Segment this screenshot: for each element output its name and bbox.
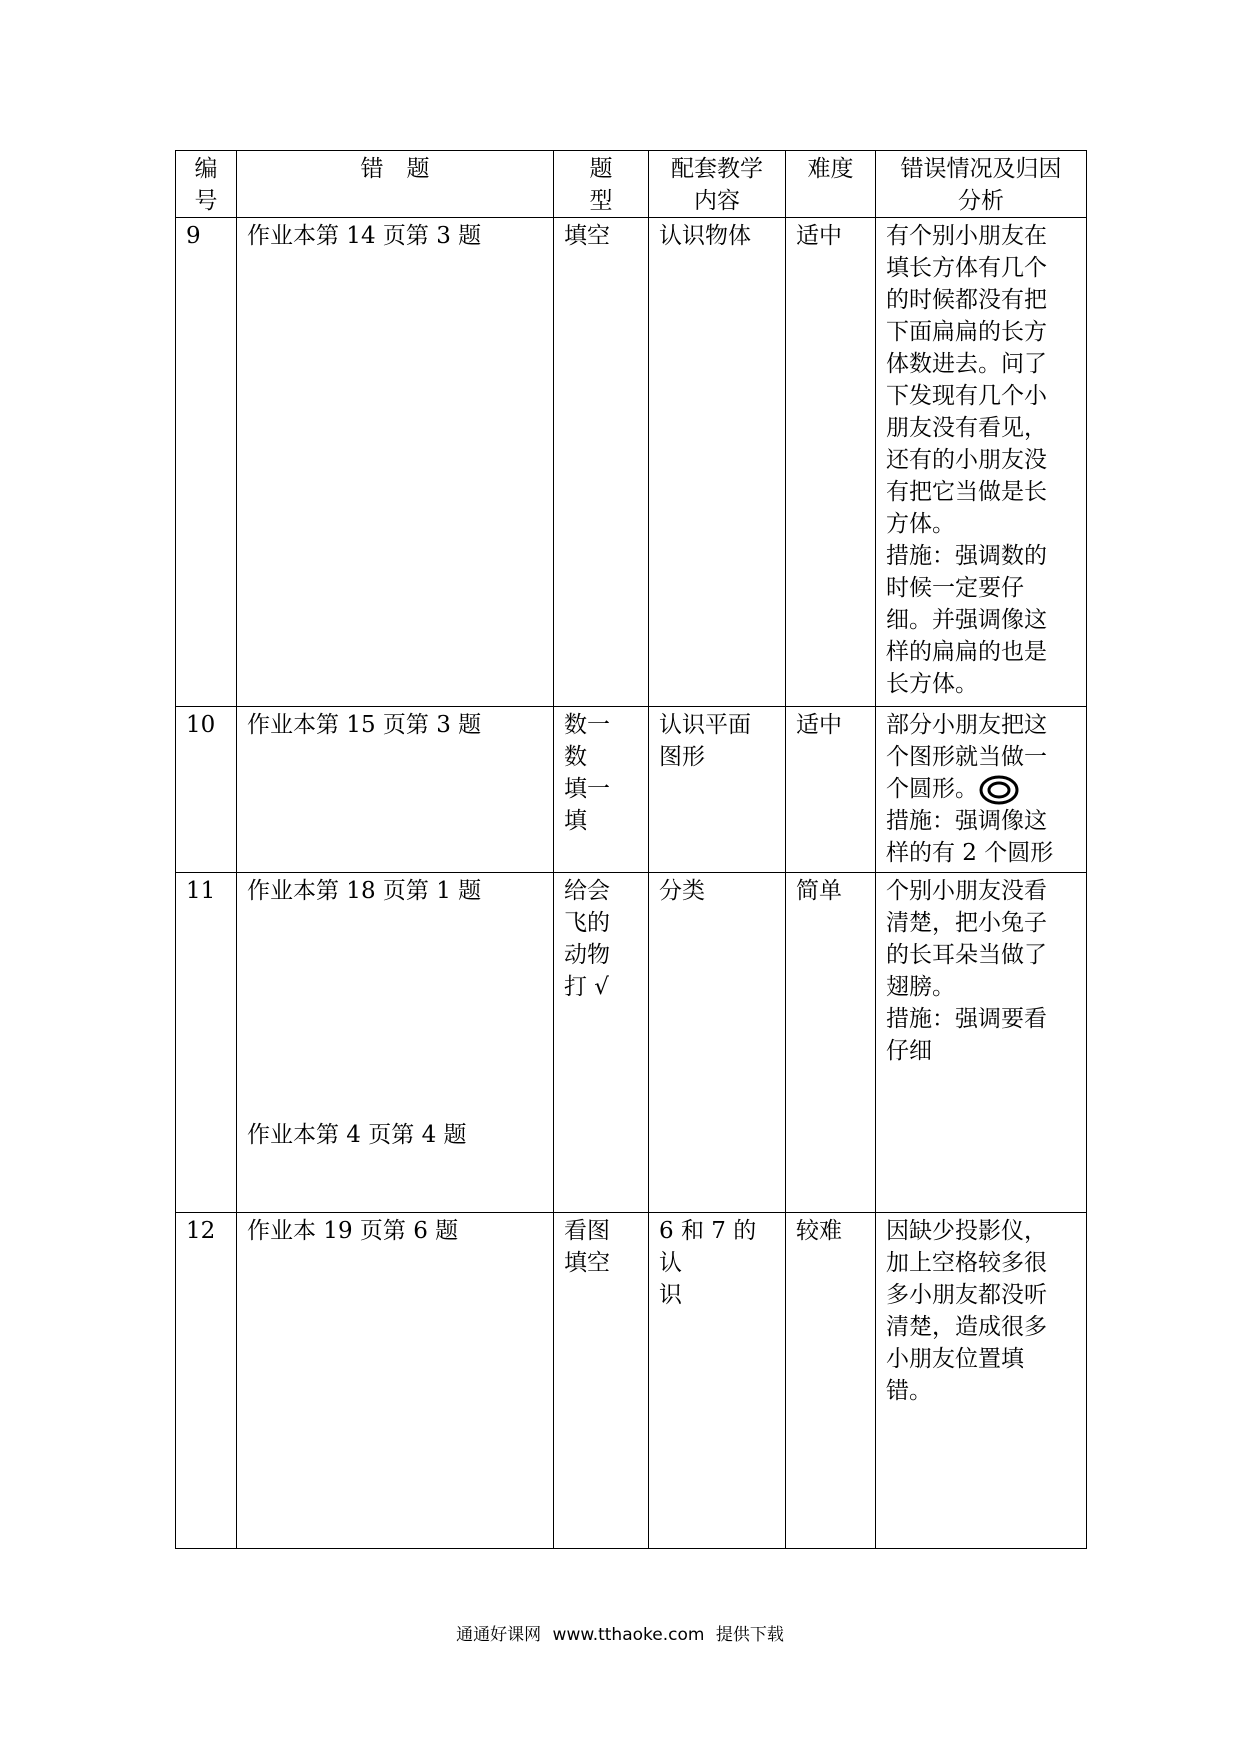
error-analysis-table bbox=[175, 150, 1087, 1549]
cell-number: 9 bbox=[176, 218, 237, 707]
cell-error-item: 作业本第 15 页第 3 题 bbox=[237, 707, 554, 873]
header-number: 编 号 bbox=[176, 151, 237, 218]
error-item-primary: 作业本第 18 页第 1 题 bbox=[247, 878, 482, 904]
table-row bbox=[176, 218, 1087, 707]
header-analysis: 错误情况及归因 分析 bbox=[876, 151, 1087, 218]
page-footer bbox=[0, 1620, 1240, 1645]
cell-analysis bbox=[876, 707, 1087, 873]
cell-difficulty: 适中 bbox=[786, 218, 876, 707]
cell-difficulty: 较难 bbox=[786, 1213, 876, 1549]
footer-site-name: 通通好课网 bbox=[456, 1625, 542, 1645]
cell-number: 10 bbox=[176, 707, 237, 873]
cell-difficulty: 适中 bbox=[786, 707, 876, 873]
concentric-circles-icon bbox=[979, 775, 1019, 805]
cell-teaching-content: 分类 bbox=[649, 873, 786, 1213]
footer-url[interactable]: www.tthaoke.com bbox=[552, 1625, 705, 1645]
cell-error-item bbox=[237, 873, 554, 1213]
cell-analysis: 有个别小朋友在 填长方体有几个 的时候都没有把 下面扁扁的长方 体数进去。问了 下发现有几个小 朋友没有看见， 还有的小朋友没 有把它当做是长 方体。 措施：强调数的 时候一定要仔 细。并强调像这 样的扁扁的也是 长方体。 bbox=[876, 218, 1087, 707]
cell-question-type: 看图 填空 bbox=[554, 1213, 649, 1549]
cell-number: 11 bbox=[176, 873, 237, 1213]
cell-difficulty: 简单 bbox=[786, 873, 876, 1213]
cell-analysis: 因缺少投影仪， 加上空格较多很 多小朋友都没听 清楚，造成很多 小朋友位置填 错。 bbox=[876, 1213, 1087, 1549]
cell-error-item: 作业本 19 页第 6 题 bbox=[237, 1213, 554, 1549]
header-teaching-content: 配套教学 内容 bbox=[649, 151, 786, 218]
cell-teaching-content: 认识平面 图形 bbox=[649, 707, 786, 873]
analysis-text-a: 部分小朋友把这 个图形就当做一 个圆形。 bbox=[886, 712, 1047, 802]
header-question-type: 题 型 bbox=[554, 151, 649, 218]
cell-question-type: 数一 数 填一 填 bbox=[554, 707, 649, 873]
error-item-secondary: 作业本第 4 页第 4 题 bbox=[247, 1122, 467, 1148]
header-error-item: 错 题 bbox=[237, 151, 554, 218]
cell-teaching-content: 6 和 7 的认 识 bbox=[649, 1213, 786, 1549]
table-header-row bbox=[176, 151, 1087, 218]
table-row bbox=[176, 1213, 1087, 1549]
analysis-text-b: 措施：强调像这 样的有 2 个圆形 bbox=[886, 808, 1054, 866]
header-difficulty: 难度 bbox=[786, 151, 876, 218]
footer-suffix: 提供下载 bbox=[715, 1625, 784, 1645]
cell-question-type: 给会 飞的 动物 打 √ bbox=[554, 873, 649, 1213]
cell-number: 12 bbox=[176, 1213, 237, 1549]
table-row bbox=[176, 707, 1087, 873]
cell-error-item: 作业本第 14 页第 3 题 bbox=[237, 218, 554, 707]
cell-question-type: 填空 bbox=[554, 218, 649, 707]
cell-teaching-content: 认识物体 bbox=[649, 218, 786, 707]
cell-analysis: 个别小朋友没看 清楚，把小兔子 的长耳朵当做了 翅膀。 措施：强调要看 仔细 bbox=[876, 873, 1087, 1213]
table-row bbox=[176, 873, 1087, 1213]
